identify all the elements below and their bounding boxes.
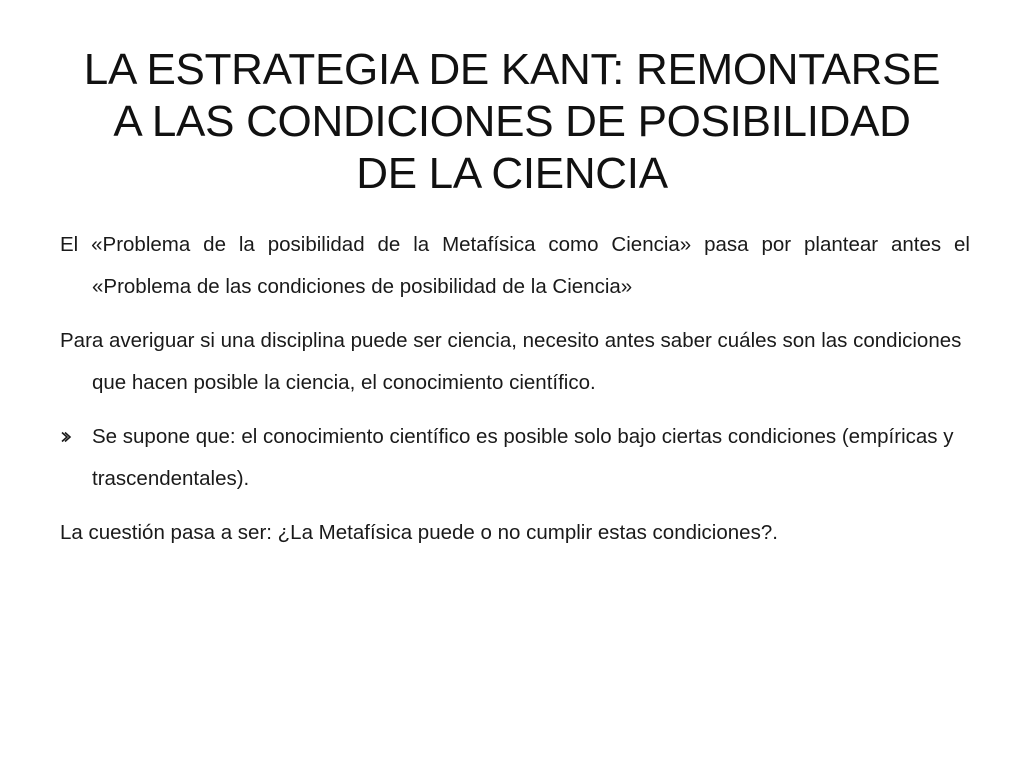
slide-body [60, 224, 970, 566]
title-line-1: LA ESTRATEGIA DE KANT: REMONTARSE [83, 45, 941, 94]
bullet-text: Se supone que: el conocimiento científico es posible solo bajo ciertas condiciones (empíricas y trascendentales). [92, 425, 954, 490]
slide-title [40, 44, 984, 200]
arrow-bullet-icon [60, 416, 80, 458]
bullet-item [60, 416, 970, 500]
paragraph-cuestion: La cuestión pasa a ser: ¿La Metafísica puede o no cumplir estas condiciones?. [60, 521, 778, 544]
paragraph-problema: El «Problema de la posibilidad de la Metafísica como Ciencia» pasa por plantear antes el «Problema de las condiciones de posibilidad de la Ciencia» [60, 233, 970, 298]
paragraph-averiguar: Para averiguar si una disciplina puede ser ciencia, necesito antes saber cuáles son las condiciones que hacen posible la ciencia, el conocimiento científico. [60, 329, 962, 394]
title-line-2: A LAS CONDICIONES DE POSIBILIDAD [113, 97, 911, 146]
title-line-3: DE LA CIENCIA [356, 149, 668, 198]
